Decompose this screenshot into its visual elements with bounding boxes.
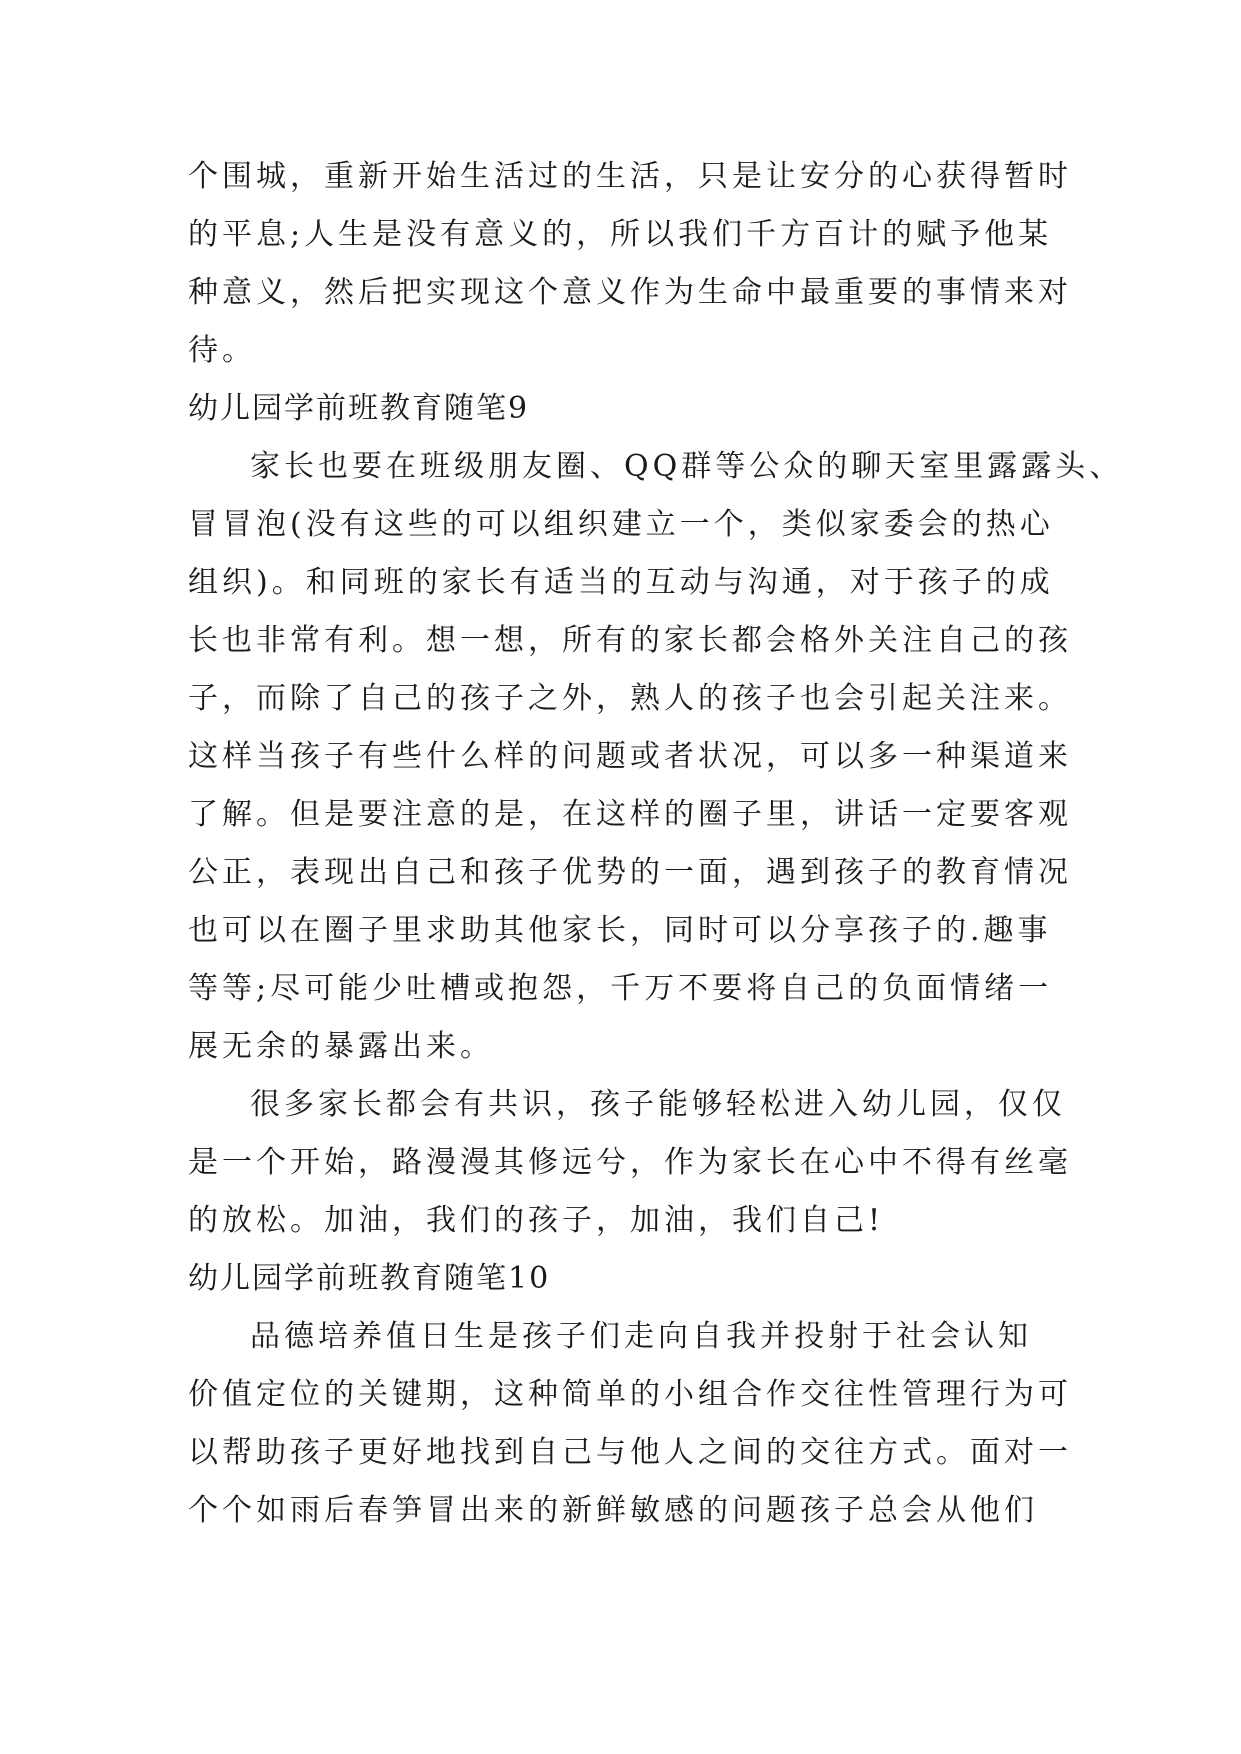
text-line: 待。 <box>188 333 256 368</box>
text-line: 也可以在圈子里求助其他家长，同时可以分享孩子的.趣事 <box>188 913 1052 948</box>
text-line: 个个如雨后春笋冒出来的新鲜敏感的问题孩子总会从他们 <box>188 1493 1038 1528</box>
text-line: 等等;尽可能少吐槽或抱怨，千万不要将自己的负面情绪一 <box>188 971 1053 1006</box>
text-line: 的放松。加油，我们的孩子，加油，我们自己! <box>188 1203 885 1238</box>
text-line: 组织)。和同班的家长有适当的互动与沟通，对于孩子的成 <box>188 565 1054 600</box>
paragraph <box>188 1076 1072 1250</box>
text-line: 冒冒泡(没有这些的可以组织建立一个，类似家委会的热心 <box>188 507 1054 542</box>
text-line: 是一个开始，路漫漫其修远兮，作为家长在心中不得有丝毫 <box>188 1145 1072 1180</box>
paragraph <box>188 438 1124 1076</box>
text-line: 了解。但是要注意的是，在这样的圈子里，讲话一定要客观 <box>188 797 1072 832</box>
text-line: 公正，表现出自己和孩子优势的一面，遇到孩子的教育情况 <box>188 855 1072 890</box>
text-line: 种意义，然后把实现这个意义作为生命中最重要的事情来对 <box>188 275 1072 310</box>
text-line: 的平息;人生是没有意义的，所以我们千方百计的赋予他某 <box>188 217 1053 252</box>
text-line: 以帮助孩子更好地找到自己与他人之间的交往方式。面对一 <box>188 1435 1072 1470</box>
text-line: 展无余的暴露出来。 <box>188 1029 494 1064</box>
section-heading-9: 幼儿园学前班教育随笔9 <box>188 391 530 426</box>
text-line: 家长也要在班级朋友圈、QQ群等公众的聊天室里露露头、 <box>250 449 1124 484</box>
paragraph <box>188 148 1072 380</box>
paragraph <box>188 1308 1072 1540</box>
text-line: 长也非常有利。想一想，所有的家长都会格外关注自己的孩 <box>188 623 1072 658</box>
text-line: 价值定位的关键期，这种简单的小组合作交往性管理行为可 <box>188 1377 1072 1412</box>
document-body <box>188 148 1124 1540</box>
text-line: 子，而除了自己的孩子之外，熟人的孩子也会引起关注来。 <box>188 681 1072 716</box>
text-line: 个围城，重新开始生活过的生活，只是让安分的心获得暂时 <box>188 159 1072 194</box>
text-line: 这样当孩子有些什么样的问题或者状况，可以多一种渠道来 <box>188 739 1072 774</box>
text-line: 很多家长都会有共识，孩子能够轻松进入幼儿园，仅仅 <box>250 1087 1066 1122</box>
section-heading-10: 幼儿园学前班教育随笔10 <box>188 1261 551 1296</box>
text-line: 品德培养值日生是孩子们走向自我并投射于社会认知 <box>250 1319 1032 1354</box>
